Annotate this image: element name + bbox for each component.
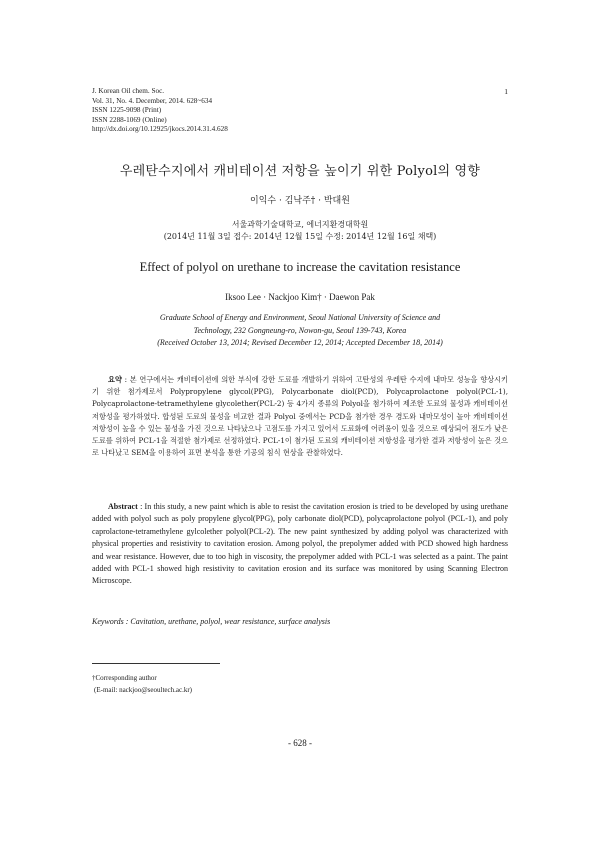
received-dates-english: (Received October 13, 2014; Revised December 12, 2014; Accepted December 18, 2014)	[157, 338, 443, 347]
affiliation-english-line1: Graduate School of Energy and Environment, Seoul National University of Science and	[159, 313, 441, 322]
abstract-korean-label: 요약	[108, 375, 122, 384]
abstract-korean	[92, 374, 508, 459]
abstract-korean-text: : 본 연구에서는 캐비테이션에 의한 부식에 강한 도료를 개발하기 위하여 고탄성의 우레탄 수지에 내마모 성능을 향상시키기 위한 첨가제로서 Polypropylene glycol(PPG), Polycarbonate diol(PCD), Polycaprolactone polyol(PCL-1), Polycaprolactone-tetramethylene glycolether(PCL-2) 등 4가지 종류의 Polyol을 첨가하여 제조한 도료의 물성과 캐비테이션 저항성을 평가하였다. 합성된 도료의 물성을 비교한 결과 Polyol 중에서는 PCD을 첨가한 경우 경도와 내마모성이 높아 캐비테이션 저항성이 높을 수 있는 물성을 가진 것으로 나타났으나 고점도를 가지고 있어서 도료화에 어려움이 있을 것으로 예상되어 점도가 낮은 도료를 위하여 PCL-1을 적절한 첨가제로 선정하였다. PCL-1이 첨가된 도료의 캐비테이션 저항성을 평가한 결과 저항성이 높은 것으로 나타났고 SEM을 이용하여 표면 분석을 통한 기공의 침식 현상을 관찰하였다.	[92, 375, 508, 458]
authors-korean: 이익수 · 김낙주† · 박대원	[250, 196, 350, 206]
affiliation-english	[0, 312, 600, 350]
received-dates-korean: (2014년 11월 3일 접수: 2014년 12월 15일 수정: 2014년 12월 16일 채택)	[163, 232, 437, 241]
footnote-divider	[92, 663, 220, 664]
footnote	[92, 672, 192, 696]
affiliation-english-line2: Technology, 232 Gongneung-ro, Nowon-gu, Seoul 139-743, Korea	[193, 325, 407, 335]
title-english: Effect of polyol on urethane to increase the cavitation resistance	[139, 260, 461, 274]
journal-volume: Vol. 31, No. 4. December, 2014. 628~634	[92, 96, 213, 105]
abstract-english-text: : In this study, a new paint which is able to resist the cavitation erosion is tried to be developed by using urethane added with polyol such as poly propylene glycol(PPG), poly carbonate diol(PCD), polycaprolactone polyol (PCL-1), and poly caprolactone-tetramethylene gylcolether polyol(PCL-2). The new paint synthesized by adding polyol was characterized with physical properties and resistivity to cavitation erosion. Among polyol, the prepolymer added with PCD showed high hardness and wear resistance. However, due to too high in viscosity, the prepolymer added with PCL-1 was selected as a paint. The paint added with PCL-1 showed high resistivity to cavitation erosion and its surface was monitored by using Scanning Electron Microscope.	[92, 502, 509, 586]
corresponding-author-note: †Corresponding author	[92, 674, 157, 682]
journal-name: J. Korean Oil chem. Soc.	[92, 87, 165, 95]
abstract-english	[92, 501, 508, 588]
issn-print: ISSN 1225-9098 (Print)	[92, 106, 162, 115]
authors-english: Iksoo Lee · Nackjoo Kim† · Daewon Pak	[225, 292, 375, 302]
page-number: 1	[504, 87, 508, 96]
author-email: (E-mail: nackjoo@seoultech.ac.kr)	[94, 686, 192, 694]
title-korean: 우레탄수지에서 캐비테이션 저항을 높이기 위한 Polyol의 영향	[119, 164, 481, 179]
doi-link[interactable]: http://dx.doi.org/10.12925/jkocs.2014.31.4.628	[92, 125, 228, 134]
keywords: Keywords : Cavitation, urethane, polyol, wear resistance, surface analysis	[92, 617, 331, 626]
issn-online: ISSN 2288-1069 (Online)	[92, 115, 167, 124]
affiliation-korean-line: 서울과학기술대학교, 에너지환경대학원	[231, 220, 369, 229]
footer-page-number: - 628 -	[288, 738, 312, 748]
journal-header	[92, 87, 228, 135]
affiliation-korean	[0, 219, 600, 243]
abstract-english-label: Abstract	[108, 502, 138, 511]
